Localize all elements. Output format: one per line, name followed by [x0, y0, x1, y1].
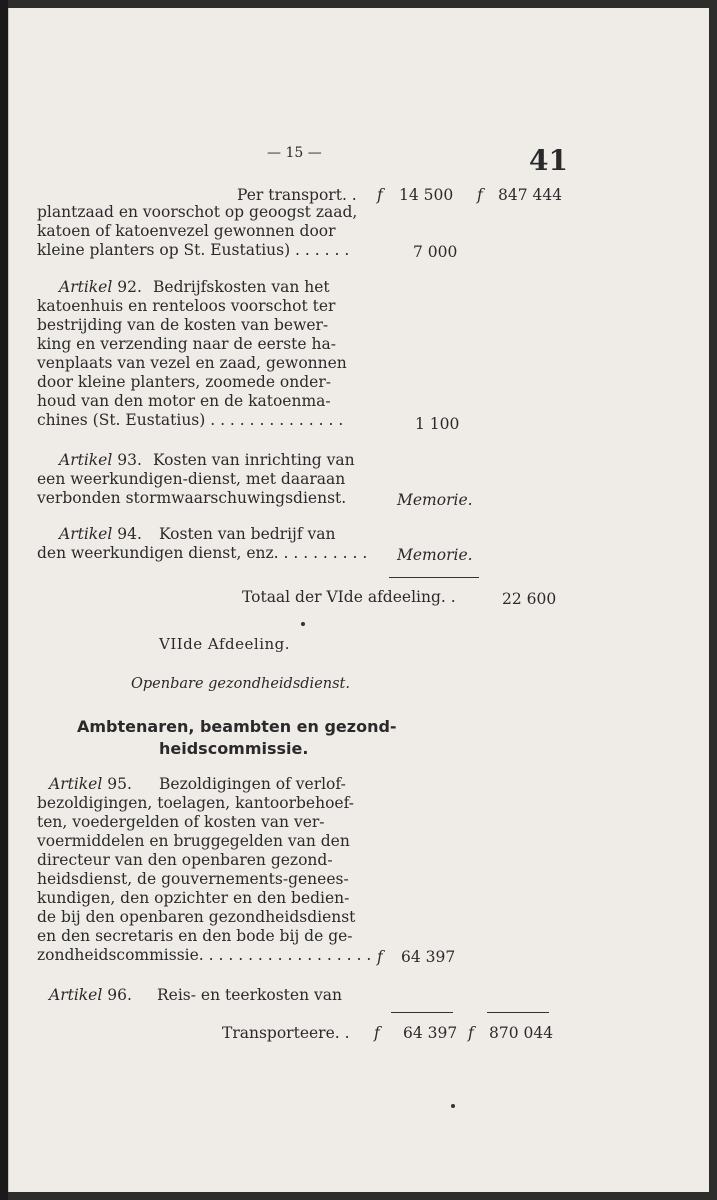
- folio-number: 41: [529, 144, 568, 177]
- total-amount: 22 600: [502, 590, 557, 608]
- article-92-heading: Artikel 92.: [59, 278, 142, 296]
- article-92-line: bestrijding van de kosten van bewer-: [37, 316, 329, 334]
- transporteere-amount-1: 64 397: [403, 1024, 458, 1042]
- article-95-line: voermiddelen en bruggegelden van den: [37, 832, 350, 850]
- article-96-line: Reis- en teerkosten van: [157, 986, 342, 1004]
- transport-currency-1: f: [377, 186, 383, 204]
- article-95-line: ten, voedergelden of kosten van ver-: [37, 813, 325, 831]
- left-binding-edge: [0, 0, 8, 1200]
- transport-amount-2: 847 444: [498, 186, 563, 204]
- transporteere-currency-1: f: [374, 1024, 380, 1042]
- article-94-amount: Memorie.: [397, 546, 473, 564]
- total-label: Totaal der VIde afdeeling. .: [242, 588, 456, 606]
- ornament-dot: [301, 622, 305, 626]
- article-92-line: katoenhuis en renteloos voorschot ter: [37, 297, 336, 315]
- transport-currency-2: f: [477, 186, 483, 204]
- article-94-line: Kosten van bedrijf van: [159, 525, 336, 543]
- transporteere-amount-2: 870 044: [489, 1024, 554, 1042]
- article-93-line: Kosten van inrichting van: [153, 451, 355, 469]
- article-95-amount: 64 397: [401, 948, 456, 966]
- article-92-line: king en verzending naar de eerste ha-: [37, 335, 336, 353]
- transport-label: Per transport. .: [237, 186, 357, 204]
- article-92-line: chines (St. Eustatius) . . . . . . . . . . . . . .: [37, 411, 344, 429]
- article-93-heading: Artikel 93.: [59, 451, 142, 469]
- article-93-line: een weerkundigen-dienst, met daaraan: [37, 470, 346, 488]
- page-number: — 15 —: [267, 145, 322, 161]
- section-title: VIIde Afdeeling.: [159, 635, 291, 653]
- sum-rule: [389, 577, 479, 578]
- article-95-currency: f: [377, 948, 383, 966]
- article-95-line: de bij den openbaren gezondheidsdienst: [37, 908, 356, 926]
- article-95-line: directeur van den openbaren gezond-: [37, 851, 333, 869]
- article-92-line: Bedrijfskosten van het: [153, 278, 330, 296]
- article-92-amount: 1 100: [415, 415, 460, 433]
- ornament-dot: [451, 1104, 455, 1108]
- section-subtitle: Openbare gezondheidsdienst.: [131, 676, 350, 692]
- transporteere-label: Transporteere. .: [222, 1024, 350, 1042]
- entry-amount: 7 000: [413, 243, 458, 261]
- section-heading-line-1: Ambtenaren, beambten en gezond-: [77, 717, 397, 736]
- entry-line: katoen of katoenvezel gewonnen door: [37, 222, 336, 240]
- article-95-line: en den secretaris en den bode bij de ge-: [37, 927, 353, 945]
- sum-rule: [487, 1012, 549, 1013]
- section-heading-line-2: heidscommissie.: [159, 739, 309, 758]
- article-94-heading: Artikel 94.: [59, 525, 142, 543]
- article-92-line: houd van den motor en de katoenma-: [37, 392, 331, 410]
- article-92-line: venplaats van vezel en zaad, gewonnen: [37, 354, 347, 372]
- article-95-heading: Artikel 95.: [49, 775, 132, 793]
- entry-line: kleine planters op St. Eustatius) . . . . . .: [37, 241, 350, 259]
- article-92-line: door kleine planters, zoomede onder-: [37, 373, 331, 391]
- article-95-line: heidsdienst, de gouvernements-genees-: [37, 870, 349, 888]
- entry-line: plantzaad en voorschot op geoogst zaad,: [37, 203, 358, 221]
- transporteere-currency-2: f: [468, 1024, 474, 1042]
- article-93-amount: Memorie.: [397, 491, 473, 509]
- article-95-line: kundigen, den opzichter en den bedien-: [37, 889, 350, 907]
- article-95-line: zondheidscommissie. . . . . . . . . . . . . . . . . .: [37, 946, 372, 964]
- document-page: [8, 8, 709, 1192]
- sum-rule: [391, 1012, 453, 1013]
- transport-amount-1: 14 500: [399, 186, 454, 204]
- article-96-heading: Artikel 96.: [49, 986, 132, 1004]
- article-93-line: verbonden stormwaarschuwingsdienst.: [37, 489, 347, 507]
- article-95-line: bezoldigingen, toelagen, kantoorbehoef-: [37, 794, 355, 812]
- article-94-line: den weerkundigen dienst, enz. . . . . . . . . .: [37, 544, 368, 562]
- article-95-line: Bezoldigingen of verlof-: [159, 775, 346, 793]
